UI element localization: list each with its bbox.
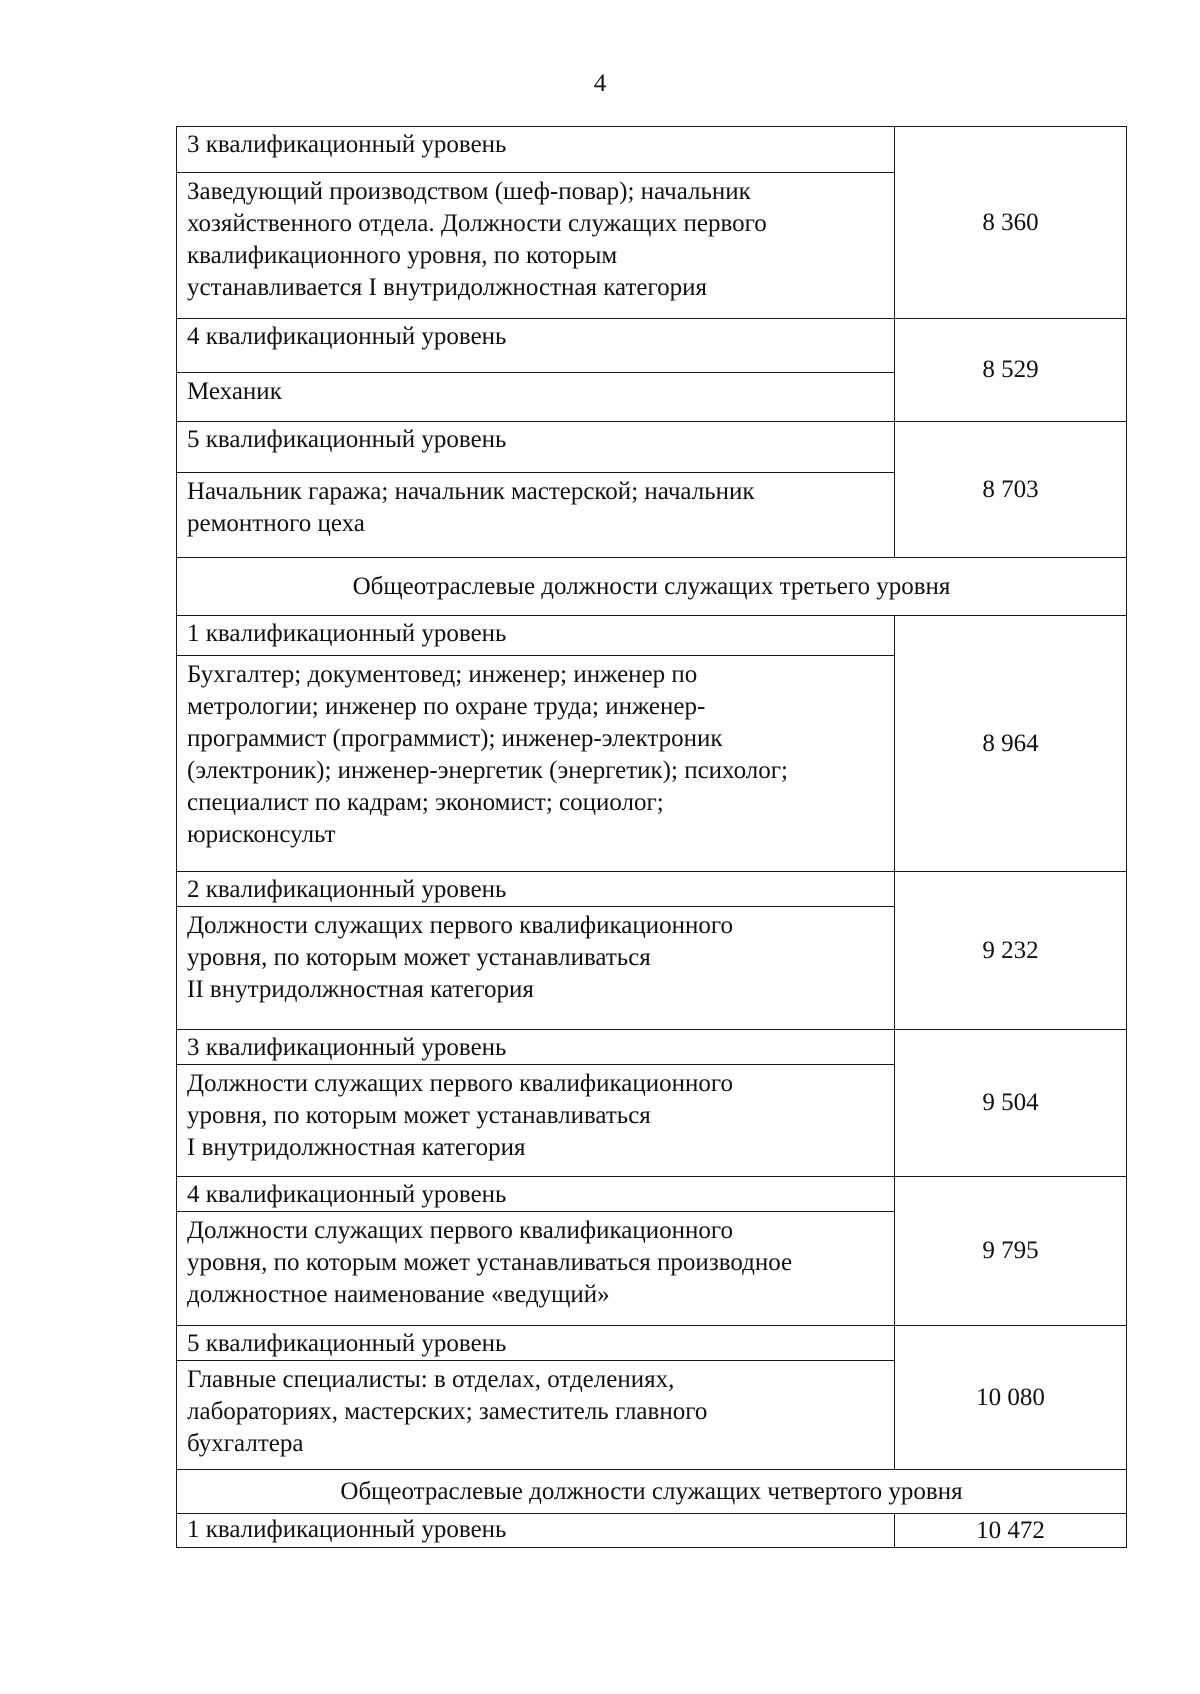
position-list: Заведующий производством (шеф-повар); начальник хозяйственного отдела. Должности служащих первого квалификационного уровня, по которым устанавливается I внутридолжностная категория xyxy=(177,173,895,319)
qualification-level: 1 квалификационный уровень xyxy=(177,616,895,656)
section-heading: Общеотраслевые должности служащих третьего уровня xyxy=(177,558,1127,616)
table-row xyxy=(177,1470,1127,1514)
table-row xyxy=(177,558,1127,616)
section-heading: Общеотраслевые должности служащих четвертого уровня xyxy=(177,1470,1127,1514)
salary-value: 10 080 xyxy=(895,1326,1127,1470)
salary-value: 8 964 xyxy=(895,616,1127,872)
salary-value: 9 232 xyxy=(895,872,1127,1030)
table-row xyxy=(177,1177,1127,1212)
position-list: Механик xyxy=(177,373,895,422)
salary-value: 8 529 xyxy=(895,319,1127,422)
table-row xyxy=(177,1514,1127,1548)
qualification-level: 4 квалификационный уровень xyxy=(177,319,895,373)
salary-value: 9 504 xyxy=(895,1030,1127,1177)
salary-value: 9 795 xyxy=(895,1177,1127,1326)
position-list: Должности служащих первого квалификационного уровня, по которым может устанавливаться II внутридолжностная категория xyxy=(177,907,895,1030)
page-number: 4 xyxy=(593,70,607,97)
table-row xyxy=(177,872,1127,907)
qualification-level: 1 квалификационный уровень xyxy=(177,1514,895,1548)
position-list: Бухгалтер; документовед; инженер; инженер по метрологии; инженер по охране труда; инженер- программист (программист); инженер-электроник (электроник); инженер-энергетик (энергетик); психолог; специалист по кадрам; экономист; социолог; юрисконсульт xyxy=(177,656,895,872)
salary-table xyxy=(176,126,1127,1548)
table-row xyxy=(177,319,1127,373)
table-row xyxy=(177,422,1127,473)
salary-value: 8 703 xyxy=(895,422,1127,558)
table-row xyxy=(177,127,1127,173)
table-row xyxy=(177,1030,1127,1065)
table-row xyxy=(177,1326,1127,1361)
position-list: Должности служащих первого квалификационного уровня, по которым может устанавливаться I внутридолжностная категория xyxy=(177,1065,895,1177)
salary-value: 8 360 xyxy=(895,127,1127,319)
qualification-level: 2 квалификационный уровень xyxy=(177,872,895,907)
position-list: Главные специалисты: в отделах, отделениях, лабораториях, мастерских; заместитель главного бухгалтера xyxy=(177,1361,895,1470)
salary-value: 10 472 xyxy=(895,1514,1127,1548)
qualification-level: 5 квалификационный уровень xyxy=(177,422,895,473)
position-list: Должности служащих первого квалификационного уровня, по которым может устанавливаться производное должностное наименование «ведущий» xyxy=(177,1212,895,1326)
qualification-level: 3 квалификационный уровень xyxy=(177,127,895,173)
qualification-level: 3 квалификационный уровень xyxy=(177,1030,895,1065)
qualification-level: 4 квалификационный уровень xyxy=(177,1177,895,1212)
position-list: Начальник гаража; начальник мастерской; начальник ремонтного цеха xyxy=(177,473,895,558)
qualification-level: 5 квалификационный уровень xyxy=(177,1326,895,1361)
table-row xyxy=(177,616,1127,656)
